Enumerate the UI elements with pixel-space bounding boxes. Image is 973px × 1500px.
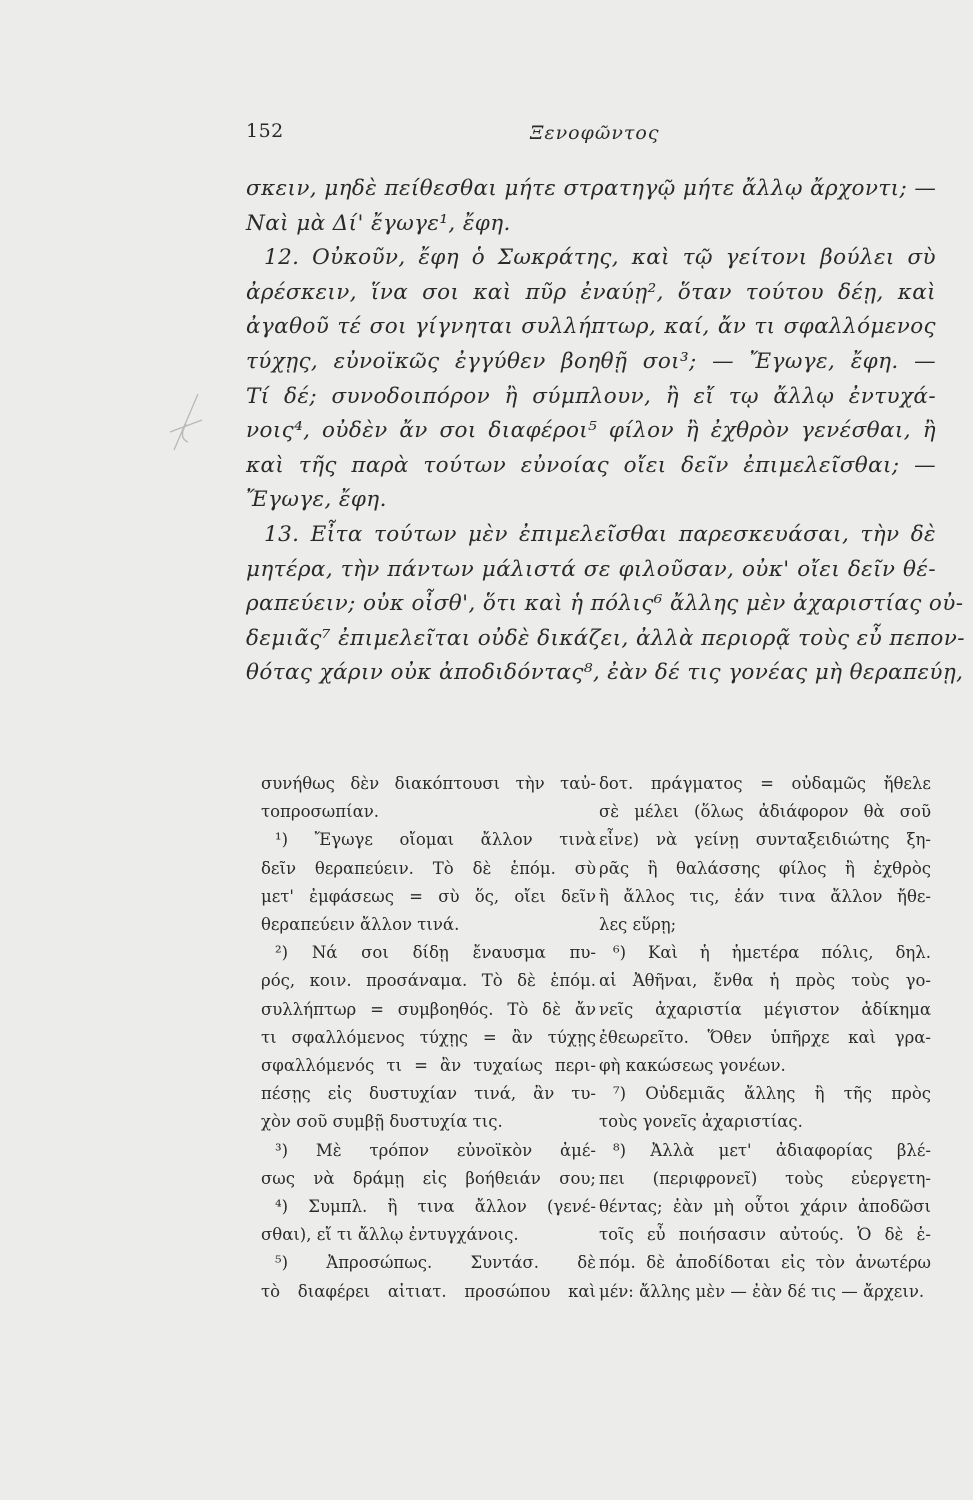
footnote-line: αἱ Ἀθῆναι, ἔνθα ἡ πρὸς τοὺς γο- bbox=[599, 971, 931, 991]
footnote-line: φὴ κακώσεως γονέων. bbox=[599, 1056, 786, 1076]
footnote-line: χὸν σοῦ συμβῇ δυστυχία τις. bbox=[261, 1112, 503, 1132]
footnote-line: σως νὰ δράμῃ εἰς βοήθειάν σου; bbox=[261, 1168, 596, 1188]
text-line: σκειν, μηδὲ πείθεσθαι μήτε στρατηγῷ μήτε ἄλλῳ ἄρχοντι; — bbox=[246, 176, 937, 201]
running-head: Ξενοφῶντος bbox=[530, 122, 660, 144]
footnote-line: ¹) Ἔγωγε οἴομαι ἄλλον τινὰ bbox=[275, 830, 596, 850]
footnote-line: ⁴) Συμπλ. ἢ τινα ἄλλον (γενέ- bbox=[275, 1197, 596, 1217]
main-text bbox=[246, 172, 965, 691]
footnote-line: ἐθεωρεῖτο. Ὅθεν ὑπῆρχε καὶ γρα- bbox=[599, 1027, 931, 1047]
text-line: Ναὶ μὰ Δί' ἔγωγε¹, ἔφη. bbox=[246, 210, 511, 236]
footnote-line: τοπροσωπίαν. bbox=[261, 802, 379, 822]
footnote-line: ⁵) Ἀπροσώπως. Συντάσ. δὲ bbox=[275, 1253, 596, 1273]
text-line: μητέρα, τὴν πάντων μάλιστά σε φιλοῦσαν, οὐκ' οἴει δεῖν θέ- bbox=[246, 556, 936, 582]
footnote-line: συνήθως δὲν διακόπτουσι τὴν ταὐ- bbox=[261, 774, 596, 793]
footnote-line: τοῖς εὖ ποιήσασιν αὐτούς. Ὁ δὲ ἑ- bbox=[599, 1225, 931, 1245]
text-line: 12. Οὐκοῦν, ἔφη ὁ Σωκράτης, καὶ τῷ γείτονι βούλει σὺ bbox=[264, 245, 936, 271]
text-line: 13. Εἶτα τούτων μὲν ἐπιμελεῖσθαι παρεσκευάσαι, τὴν δὲ bbox=[264, 521, 936, 547]
footnote-line: δεῖν θεραπεύειν. Τὸ δὲ ἑπόμ. σὺ bbox=[261, 858, 596, 878]
footnote-line: θέντας; ἐὰν μὴ οὗτοι χάριν ἀποδῶσι bbox=[599, 1197, 931, 1217]
footnote-line: σφαλλόμενός τι = ἂν τυχαίως περι- bbox=[261, 1056, 596, 1076]
footnote-line: ⁶) Καὶ ἡ ἡμετέρα πόλις, δηλ. bbox=[613, 943, 931, 963]
footnote-line: ⁷) Οὐδεμιᾶς ἄλλης ἢ τῆς πρὸς bbox=[613, 1084, 931, 1104]
text-line: Τί δέ; συνοδοιπόρον ἢ σύμπλουν, ἢ εἴ τῳ ἄλλῳ ἐντυχά- bbox=[246, 383, 936, 409]
footnote-line: εἶνε) νὰ γείνῃ συνταξειδιώτης ξη- bbox=[599, 830, 931, 850]
footnote-line: ρᾶς ἢ θαλάσσης φίλος ἢ ἐχθρὸς bbox=[599, 858, 931, 878]
footnote-line: πόμ. δὲ ἀποδίδοται εἰς τὸν ἀνωτέρω bbox=[599, 1253, 931, 1273]
page-number: 152 bbox=[246, 120, 284, 142]
footnote-line: ²) Νά σοι δίδῃ ἔναυσμα πυ- bbox=[275, 943, 596, 963]
footnote-line: θεραπεύειν ἄλλον τινά. bbox=[261, 915, 460, 935]
footnote-line: ³) Μὲ τρόπον εὐνοϊκὸν ἀμέ- bbox=[275, 1140, 596, 1160]
footnotes-left-column bbox=[261, 770, 596, 1306]
footnotes-right-column bbox=[599, 770, 931, 1306]
footnote-line: σὲ μέλει (ὅλως ἀδιάφορον θὰ σοῦ bbox=[599, 802, 931, 822]
text-line: τύχῃς, εὐνοϊκῶς ἐγγύθεν βοηθῇ σοι³; — Ἔγωγε, ἔφη. — bbox=[246, 348, 936, 374]
footnote-line: δοτ. πράγματος = οὐδαμῶς ἤθελε bbox=[599, 774, 931, 793]
text-line: ἀρέσκειν, ἵνα σοι καὶ πῦρ ἐναύῃ², ὅταν τούτου δέῃ, καὶ bbox=[246, 279, 936, 305]
footnote-line: μετ' ἐμφάσεως = σὺ ὅς, οἴει δεῖν bbox=[261, 886, 596, 906]
footnote-line: ρός, κοιν. προσάναμα. Τὸ δὲ ἑπόμ. bbox=[261, 971, 596, 991]
footnote-line: σθαι), εἴ τι ἄλλῳ ἐντυγχάνοις. bbox=[261, 1225, 519, 1245]
footnote-line: ἢ ἄλλος τις, ἐάν τινα ἄλλον ἤθε- bbox=[599, 886, 931, 906]
text-line: Ἔγωγε, ἔφη. bbox=[246, 487, 387, 513]
footnote-line: νεῖς ἀχαριστία μέγιστον ἀδίκημα bbox=[599, 999, 931, 1019]
footnote-line: ⁸) Ἀλλὰ μετ' ἀδιαφορίας βλέ- bbox=[613, 1140, 931, 1160]
footnote-line: τοὺς γονεῖς ἀχαριστίας. bbox=[599, 1112, 803, 1132]
footnote-line: συλλήπτωρ = συμβοηθός. Τὸ δὲ ἄν bbox=[261, 999, 596, 1019]
text-line: νοις⁴, οὐδὲν ἄν σοι διαφέροι⁵ φίλον ἢ ἐχθρὸν γενέσθαι, ἢ bbox=[246, 418, 936, 444]
text-line: δεμιᾶς⁷ ἐπιμελεῖται οὐδὲ δικάζει, ἀλλὰ περιορᾷ τοὺς εὖ πεπον- bbox=[246, 625, 965, 651]
text-line: θότας χάριν οὐκ ἀποδιδόντας⁸, ἐὰν δέ τις γονέας μὴ θεραπεύῃ, bbox=[246, 660, 964, 686]
footnote-line: τι σφαλλόμενος τύχῃς = ἂν τύχῃς bbox=[261, 1027, 596, 1047]
pencil-mark-icon bbox=[168, 392, 208, 454]
footnote-line: τὸ διαφέρει αἰτιατ. προσώπου καὶ bbox=[261, 1281, 596, 1301]
footnote-line: πέσῃς εἰς δυστυχίαν τινά, ἂν τυ- bbox=[261, 1084, 596, 1104]
footnote-line: μέν: ἄλλης μὲν — ἐὰν δέ τις — ἄρχειν. bbox=[599, 1281, 925, 1301]
footnote-line: λες εὕρῃ; bbox=[599, 915, 677, 935]
text-line: ἀγαθοῦ τέ σοι γίγνηται συλλήπτωρ, καί, ἄν τι σφαλλόμενος bbox=[246, 314, 936, 340]
text-line: ραπεύειν; οὐκ οἶσθ', ὅτι καὶ ἡ πόλις⁶ ἄλλης μὲν ἀχαριστίας οὐ- bbox=[246, 591, 964, 617]
footnote-line: πει (περιφρονεῖ) τοὺς εὐεργετη- bbox=[599, 1168, 931, 1188]
text-line: καὶ τῆς παρὰ τούτων εὐνοίας οἴει δεῖν ἐπιμελεῖσθαι; — bbox=[246, 452, 936, 478]
